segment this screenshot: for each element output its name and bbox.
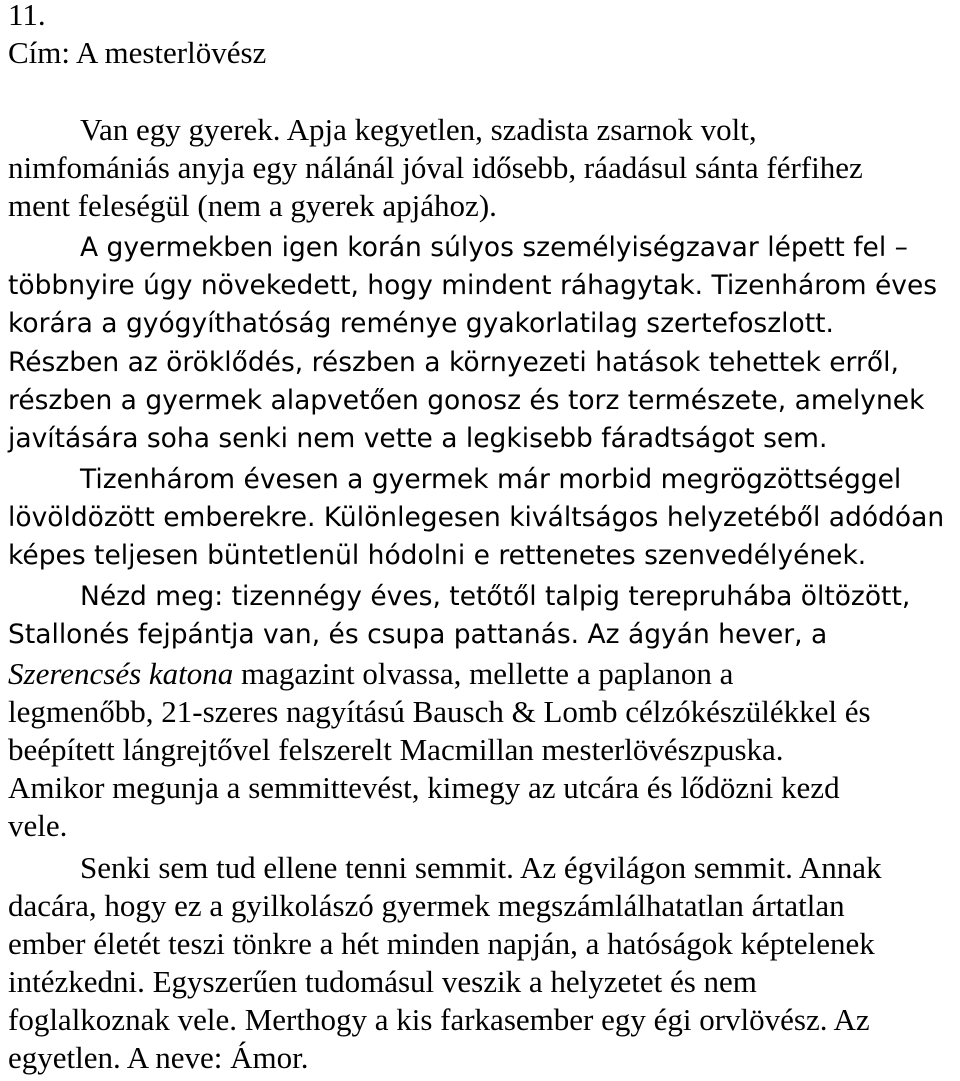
- text-line: dacára, hogy ez a gyilkolászó gyermek megszámlálhatatlan ártatlan: [8, 888, 845, 923]
- text-line: Amikor megunja a semmittevést, kimegy az utcára és lődözni kezd: [8, 770, 840, 805]
- text-line-rest: magazint olvassa, mellette a paplanon a: [233, 656, 734, 691]
- text-line: [8, 654, 733, 694]
- chapter-title: Cím: A mesterlövész: [8, 35, 267, 70]
- text-line: vele.: [8, 808, 68, 843]
- text-line: nimfomániás anyja egy nálánál jóval idősebb, ráadásul sánta férfihez: [8, 150, 863, 185]
- text-line: képes teljesen büntetlenül hódolni e rettenetes szenvedélyének.: [8, 540, 867, 571]
- text-line: korára a gyógyíthatóság reménye gyakorlatilag szertefoszlott.: [8, 308, 834, 339]
- text-line: egyetlen. A neve: Ámor.: [8, 1040, 309, 1075]
- text-line: Senki sem tud ellene tenni semmit. Az égvilágon semmit. Annak: [80, 850, 882, 885]
- magazine-title: Szerencsés katona: [8, 656, 234, 691]
- text-line: ember életét teszi tönkre a hét minden napján, a hatóságok képtelenek: [8, 926, 875, 961]
- text-line: ment feleségül (nem a gyerek apjához).: [8, 188, 497, 223]
- text-line: Van egy gyerek. Apja kegyetlen, szadista zsarnok volt,: [80, 112, 757, 147]
- text-line: A gyermekben igen korán súlyos személyiségzavar lépett fel –: [80, 232, 908, 263]
- text-line: többnyire úgy növekedett, hogy mindent ráhagytak. Tizenhárom éves: [8, 270, 938, 301]
- text-line: lövöldözött emberekre. Különlegesen kiváltságos helyzetéből adódóan: [8, 502, 945, 533]
- text-line: Nézd meg: tizennégy éves, tetőtől talpig terepruhába öltözött,: [80, 581, 911, 612]
- text-line: legmenőbb, 21-szeres nagyítású Bausch & Lomb célzókészülékkel és: [8, 694, 871, 729]
- text-line: részben a gyermek alapvetően gonosz és torz természete, amelynek: [8, 385, 925, 416]
- text-line: Stallonés fejpántja van, és csupa pattanás. Az ágyán hever, a: [8, 619, 828, 650]
- text-line: Részben az öröklődés, részben a környezeti hatások tehettek erről,: [8, 347, 899, 378]
- text-line: intézkedni. Egyszerűen tudomásul veszik a helyzetet és nem: [8, 964, 757, 999]
- text-line: beépített lángrejtővel felszerelt Macmillan mesterlövészpuska.: [8, 732, 784, 767]
- text-line: foglalkoznak vele. Merthogy a kis farkasember egy égi orvlövész. Az: [8, 1002, 870, 1037]
- chapter-number: 11.: [8, 0, 46, 32]
- text-line: Tizenhárom évesen a gyermek már morbid megrögzöttséggel: [80, 464, 902, 495]
- text-line: javítására soha senki nem vette a legkisebb fáradtságot sem.: [8, 423, 828, 454]
